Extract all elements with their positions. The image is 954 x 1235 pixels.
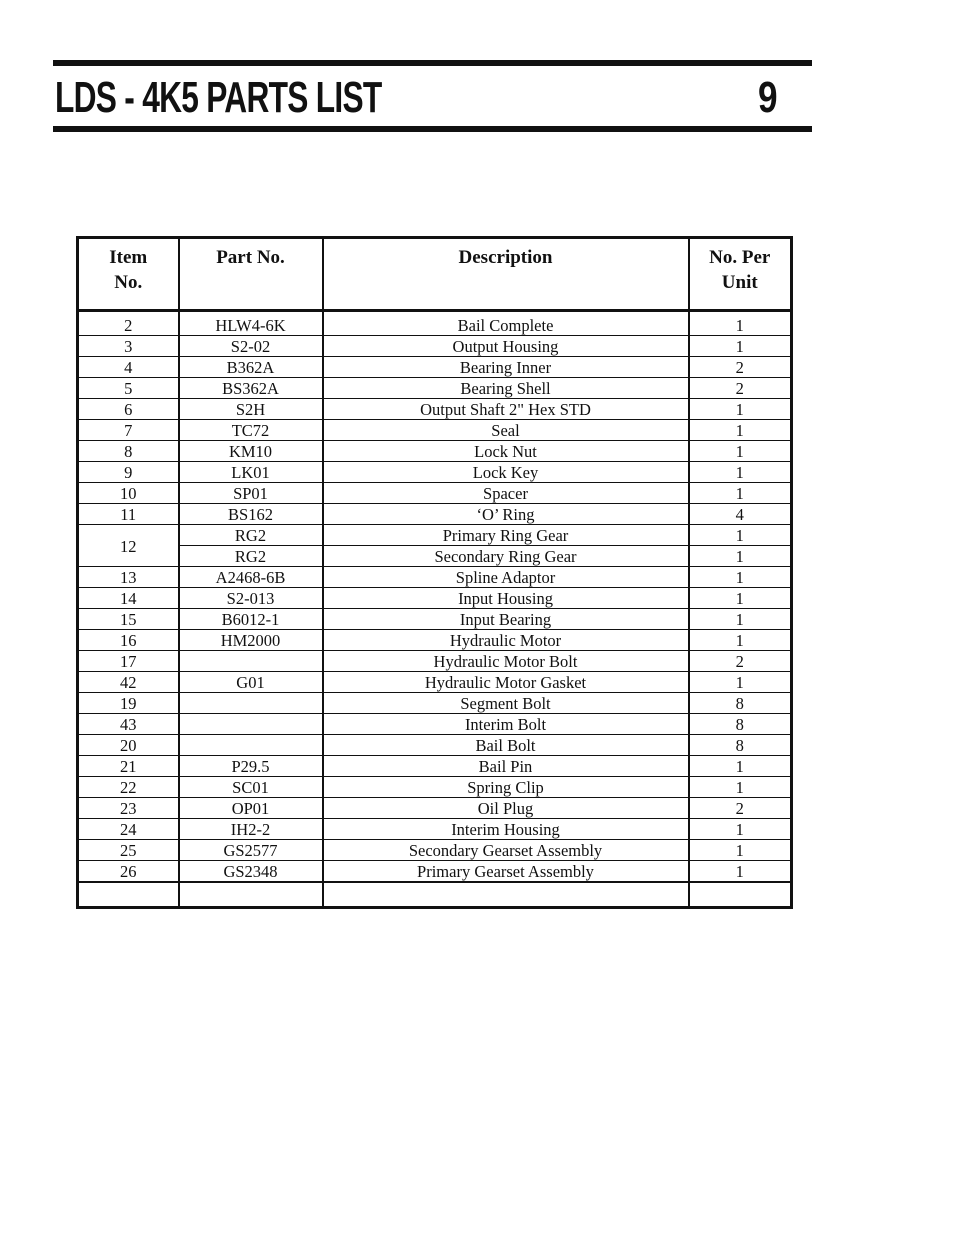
cell-item-no: 14 <box>78 588 179 609</box>
cell-description: Spring Clip <box>323 777 689 798</box>
page-number: 9 <box>758 73 778 122</box>
cell-description: Oil Plug <box>323 798 689 819</box>
cell-qty-per-unit: 1 <box>689 630 792 651</box>
cell-part-no: LK01 <box>179 462 323 483</box>
cell-qty-per-unit: 1 <box>689 840 792 861</box>
header-rule-top <box>53 60 812 66</box>
cell-part-no: KM10 <box>179 441 323 462</box>
cell-item-no: 19 <box>78 693 179 714</box>
cell-description: Bearing Inner <box>323 357 689 378</box>
cell-qty-per-unit: 1 <box>689 546 792 567</box>
table-row <box>78 672 792 693</box>
cell-item-no: 15 <box>78 609 179 630</box>
table-row <box>78 567 792 588</box>
cell-description: Primary Gearset Assembly <box>323 861 689 883</box>
cell-description: ‘O’ Ring <box>323 504 689 525</box>
cell-part-no: IH2-2 <box>179 819 323 840</box>
cell-item-no: 21 <box>78 756 179 777</box>
cell-part-no: B362A <box>179 357 323 378</box>
table-row <box>78 399 792 420</box>
table-row <box>78 420 792 441</box>
cell-description: Bail Bolt <box>323 735 689 756</box>
cell-qty-per-unit: 1 <box>689 567 792 588</box>
cell-part-no: S2-02 <box>179 336 323 357</box>
cell-part-no <box>179 714 323 735</box>
cell-item-no: 3 <box>78 336 179 357</box>
cell-qty-per-unit: 2 <box>689 651 792 672</box>
cell-qty-per-unit: 1 <box>689 483 792 504</box>
cell-item-no <box>78 882 179 908</box>
cell-part-no: RG2 <box>179 546 323 567</box>
cell-part-no: RG2 <box>179 525 323 546</box>
cell-item-no: 9 <box>78 462 179 483</box>
cell-part-no: G01 <box>179 672 323 693</box>
cell-item-no: 11 <box>78 504 179 525</box>
cell-item-no: 24 <box>78 819 179 840</box>
cell-qty-per-unit: 2 <box>689 378 792 399</box>
cell-description: Input Bearing <box>323 609 689 630</box>
table-row <box>78 777 792 798</box>
cell-description: Primary Ring Gear <box>323 525 689 546</box>
table-row <box>78 882 792 908</box>
cell-part-no <box>179 693 323 714</box>
cell-part-no: BS362A <box>179 378 323 399</box>
parts-table-body <box>78 311 792 908</box>
cell-description: Hydraulic Motor Bolt <box>323 651 689 672</box>
cell-qty-per-unit: 1 <box>689 311 792 336</box>
cell-qty-per-unit: 1 <box>689 609 792 630</box>
table-row <box>78 462 792 483</box>
cell-qty-per-unit: 1 <box>689 441 792 462</box>
cell-item-no: 12 <box>78 525 179 567</box>
cell-item-no: 22 <box>78 777 179 798</box>
table-row <box>78 630 792 651</box>
table-row <box>78 504 792 525</box>
cell-part-no: HM2000 <box>179 630 323 651</box>
cell-item-no: 42 <box>78 672 179 693</box>
table-row <box>78 441 792 462</box>
cell-qty-per-unit: 1 <box>689 525 792 546</box>
cell-part-no <box>179 651 323 672</box>
column-header-description: Description <box>323 238 689 311</box>
page-title: LDS - 4K5 PARTS LIST <box>55 73 382 122</box>
table-row <box>78 336 792 357</box>
cell-item-no: 25 <box>78 840 179 861</box>
cell-description: Segment Bolt <box>323 693 689 714</box>
table-row <box>78 798 792 819</box>
cell-description: Interim Housing <box>323 819 689 840</box>
table-row <box>78 609 792 630</box>
cell-description: Input Housing <box>323 588 689 609</box>
cell-part-no: BS162 <box>179 504 323 525</box>
cell-item-no: 6 <box>78 399 179 420</box>
table-row <box>78 311 792 336</box>
cell-qty-per-unit: 2 <box>689 798 792 819</box>
cell-item-no: 8 <box>78 441 179 462</box>
cell-item-no: 26 <box>78 861 179 883</box>
table-row <box>78 861 792 883</box>
column-header-item-no: Item No. <box>78 238 179 311</box>
table-row <box>78 735 792 756</box>
cell-description: Bail Complete <box>323 311 689 336</box>
cell-item-no: 17 <box>78 651 179 672</box>
column-header-qty-per-unit: No. Per Unit <box>689 238 792 311</box>
cell-item-no: 23 <box>78 798 179 819</box>
cell-part-no: B6012-1 <box>179 609 323 630</box>
table-row <box>78 546 792 567</box>
cell-qty-per-unit: 1 <box>689 756 792 777</box>
table-row <box>78 525 792 546</box>
cell-part-no <box>179 735 323 756</box>
cell-part-no: S2H <box>179 399 323 420</box>
parts-table <box>76 236 793 909</box>
cell-description: Bearing Shell <box>323 378 689 399</box>
column-header-part-no: Part No. <box>179 238 323 311</box>
table-row <box>78 357 792 378</box>
cell-qty-per-unit: 1 <box>689 462 792 483</box>
cell-part-no: OP01 <box>179 798 323 819</box>
table-row <box>78 840 792 861</box>
cell-part-no: GS2348 <box>179 861 323 883</box>
cell-description: Output Shaft 2" Hex STD <box>323 399 689 420</box>
cell-description: Output Housing <box>323 336 689 357</box>
cell-description: Seal <box>323 420 689 441</box>
cell-part-no: A2468-6B <box>179 567 323 588</box>
cell-part-no: TC72 <box>179 420 323 441</box>
cell-item-no: 5 <box>78 378 179 399</box>
table-row <box>78 819 792 840</box>
cell-qty-per-unit: 1 <box>689 420 792 441</box>
cell-description <box>323 882 689 908</box>
cell-description: Lock Nut <box>323 441 689 462</box>
table-row <box>78 483 792 504</box>
cell-qty-per-unit: 4 <box>689 504 792 525</box>
cell-description: Secondary Ring Gear <box>323 546 689 567</box>
cell-qty-per-unit: 2 <box>689 357 792 378</box>
cell-description: Bail Pin <box>323 756 689 777</box>
table-header-row <box>78 238 792 311</box>
cell-description: Hydraulic Motor <box>323 630 689 651</box>
cell-qty-per-unit: 1 <box>689 777 792 798</box>
cell-item-no: 43 <box>78 714 179 735</box>
cell-item-no: 7 <box>78 420 179 441</box>
cell-description: Spline Adaptor <box>323 567 689 588</box>
cell-qty-per-unit <box>689 882 792 908</box>
cell-part-no <box>179 882 323 908</box>
cell-part-no: HLW4-6K <box>179 311 323 336</box>
cell-item-no: 4 <box>78 357 179 378</box>
cell-qty-per-unit: 1 <box>689 399 792 420</box>
cell-qty-per-unit: 1 <box>689 672 792 693</box>
cell-part-no: GS2577 <box>179 840 323 861</box>
cell-qty-per-unit: 1 <box>689 588 792 609</box>
cell-item-no: 10 <box>78 483 179 504</box>
table-row <box>78 693 792 714</box>
cell-description: Lock Key <box>323 462 689 483</box>
cell-item-no: 16 <box>78 630 179 651</box>
cell-description: Secondary Gearset Assembly <box>323 840 689 861</box>
cell-qty-per-unit: 8 <box>689 714 792 735</box>
cell-part-no: S2-013 <box>179 588 323 609</box>
cell-qty-per-unit: 1 <box>689 819 792 840</box>
cell-description: Hydraulic Motor Gasket <box>323 672 689 693</box>
table-row <box>78 714 792 735</box>
cell-part-no: SC01 <box>179 777 323 798</box>
cell-item-no: 2 <box>78 311 179 336</box>
cell-qty-per-unit: 1 <box>689 336 792 357</box>
cell-description: Spacer <box>323 483 689 504</box>
cell-item-no: 13 <box>78 567 179 588</box>
cell-qty-per-unit: 8 <box>689 735 792 756</box>
cell-qty-per-unit: 8 <box>689 693 792 714</box>
cell-qty-per-unit: 1 <box>689 861 792 883</box>
table-row <box>78 756 792 777</box>
header-rule-bottom <box>53 126 812 132</box>
cell-item-no: 20 <box>78 735 179 756</box>
table-row <box>78 588 792 609</box>
table-row <box>78 378 792 399</box>
table-row <box>78 651 792 672</box>
cell-part-no: P29.5 <box>179 756 323 777</box>
cell-part-no: SP01 <box>179 483 323 504</box>
cell-description: Interim Bolt <box>323 714 689 735</box>
